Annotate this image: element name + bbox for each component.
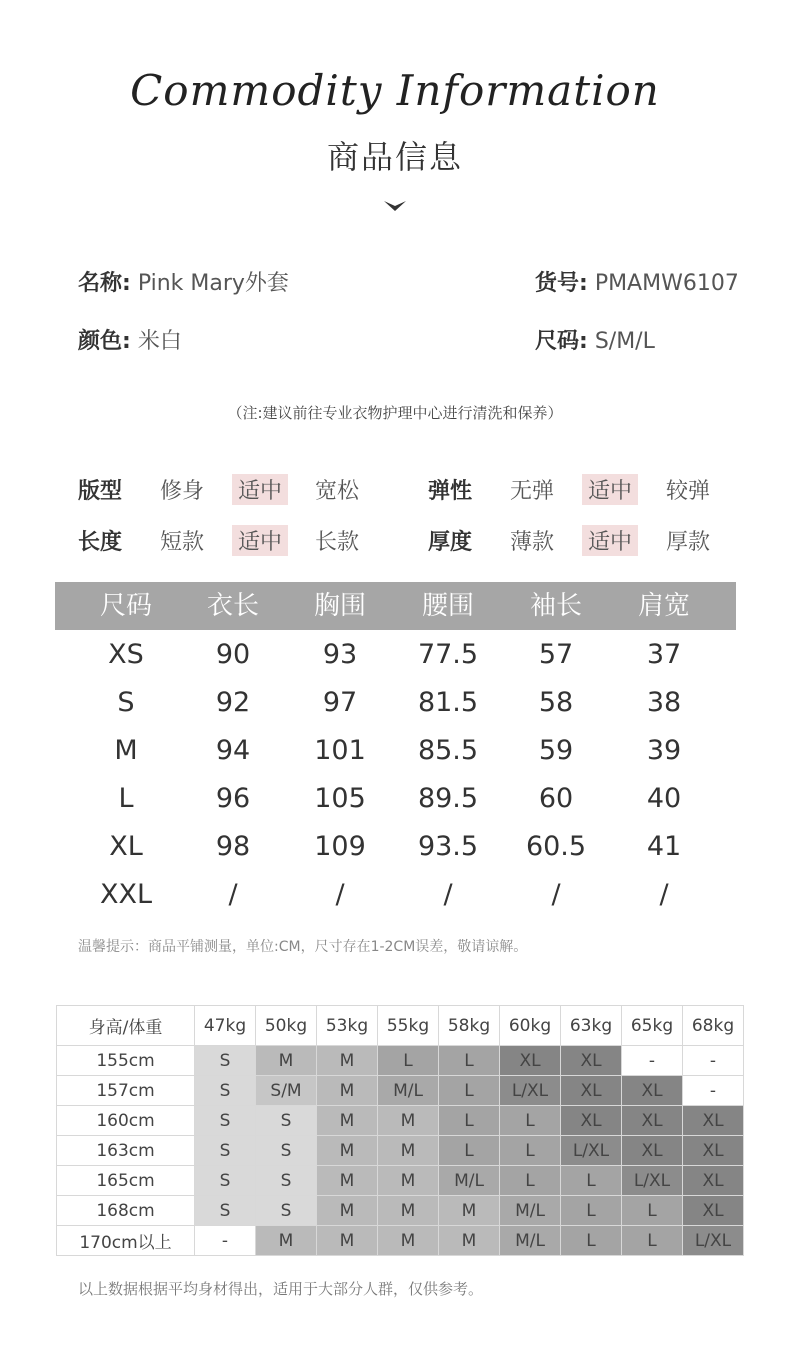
size-recommendation-cell: L bbox=[500, 1106, 561, 1136]
size-recommendation-cell: XL bbox=[683, 1106, 744, 1136]
thickness-option-selected: 适中 bbox=[582, 525, 638, 556]
size-table-cell: 40 bbox=[646, 783, 682, 814]
size-recommendation-cell: M bbox=[378, 1166, 439, 1196]
size-table-cell: 101 bbox=[314, 735, 366, 766]
size-recommendation-cell: L/XL bbox=[622, 1166, 683, 1196]
length-option: 长款 bbox=[315, 530, 360, 555]
weight-table-row bbox=[57, 1166, 744, 1196]
size-label: 尺码: bbox=[535, 329, 588, 354]
size-recommendation-cell: M bbox=[317, 1046, 378, 1076]
size-header-cell: 衣长 bbox=[206, 591, 259, 621]
size-table-row bbox=[55, 823, 736, 871]
size-recommendation-cell: S bbox=[195, 1136, 256, 1166]
weight-table-corner: 身高/体重 bbox=[57, 1006, 195, 1046]
length-option: 短款 bbox=[160, 530, 205, 555]
weight-header-cell: 55kg bbox=[378, 1006, 439, 1046]
size-table-cell: 60.5 bbox=[525, 831, 587, 862]
size-recommendation-cell: - bbox=[622, 1046, 683, 1076]
color-value: 米白 bbox=[137, 329, 182, 354]
size-recommendation-cell: XL bbox=[561, 1106, 622, 1136]
size-table-cell: 90 bbox=[215, 639, 251, 670]
size-recommendation-cell: L bbox=[439, 1076, 500, 1106]
info-size bbox=[535, 324, 655, 355]
size-recommendation-cell: S bbox=[256, 1166, 317, 1196]
size-recommendation-cell: M bbox=[317, 1196, 378, 1226]
size-table-cell: 37 bbox=[646, 639, 682, 670]
size-table-cell: 81.5 bbox=[417, 687, 479, 718]
attr-row-1 bbox=[0, 474, 790, 504]
size-recommendation-cell: L bbox=[561, 1166, 622, 1196]
weight-table-row bbox=[57, 1046, 744, 1076]
height-label-cell: 157cm bbox=[57, 1076, 195, 1106]
size-table-cell: 109 bbox=[314, 831, 366, 862]
size-recommendation-cell: M bbox=[317, 1106, 378, 1136]
size-recommendation-cell: L bbox=[439, 1136, 500, 1166]
size-recommendation-cell: L bbox=[561, 1226, 622, 1256]
size-table-cell: 38 bbox=[646, 687, 682, 718]
size-header-cell: 胸围 bbox=[313, 591, 366, 621]
sku-value: PMAMW6107 bbox=[594, 271, 739, 296]
size-recommendation-cell: S bbox=[195, 1196, 256, 1226]
size-table-cell: 59 bbox=[538, 735, 574, 766]
size-header-cell: 腰围 bbox=[421, 591, 474, 621]
size-recommendation-cell: M/L bbox=[500, 1226, 561, 1256]
height-label-cell: 170cm以上 bbox=[57, 1226, 195, 1256]
length-option-selected: 适中 bbox=[232, 525, 288, 556]
size-table-cell: 96 bbox=[215, 783, 251, 814]
size-recommendation-cell: - bbox=[195, 1226, 256, 1256]
thickness-option: 薄款 bbox=[510, 530, 555, 555]
size-recommendation-cell: L/XL bbox=[500, 1076, 561, 1106]
size-recommendation-cell: M bbox=[317, 1226, 378, 1256]
info-color bbox=[78, 324, 182, 355]
size-table-cell: 85.5 bbox=[417, 735, 479, 766]
size-recommendation-cell: XL bbox=[561, 1076, 622, 1106]
size-recommendation-cell: L bbox=[500, 1136, 561, 1166]
size-recommendation-cell: M bbox=[378, 1106, 439, 1136]
measure-tip: 温馨提示：商品平铺测量，单位:CM，尺寸存在1-2CM误差，敬请谅解。 bbox=[78, 939, 528, 955]
care-note: （注:建议前往专业衣物护理中心进行清洗和保养） bbox=[227, 404, 563, 422]
size-recommendation-cell: XL bbox=[500, 1046, 561, 1076]
fit-option: 宽松 bbox=[315, 479, 360, 504]
weight-header-cell: 47kg bbox=[195, 1006, 256, 1046]
size-table-cell: 97 bbox=[322, 687, 358, 718]
size-recommendation-cell: L bbox=[439, 1106, 500, 1136]
size-table-cell: XXL bbox=[99, 879, 153, 910]
info-name bbox=[78, 266, 289, 297]
size-table-cell: 89.5 bbox=[417, 783, 479, 814]
thickness-label: 厚度 bbox=[428, 530, 473, 555]
elasticity-label: 弹性 bbox=[428, 479, 473, 504]
size-recommendation-cell: XL bbox=[622, 1076, 683, 1106]
weight-table-row bbox=[57, 1196, 744, 1226]
size-table-cell: 92 bbox=[215, 687, 251, 718]
size-recommendation-cell: M bbox=[256, 1226, 317, 1256]
size-table-cell: / bbox=[335, 879, 345, 910]
size-recommendation-cell: M bbox=[439, 1226, 500, 1256]
size-table-row bbox=[55, 871, 736, 919]
size-table-cell: 94 bbox=[215, 735, 251, 766]
size-recommendation-cell: L/XL bbox=[561, 1136, 622, 1166]
size-recommendation-cell: M bbox=[317, 1166, 378, 1196]
height-label-cell: 160cm bbox=[57, 1106, 195, 1136]
size-recommendation-cell: M/L bbox=[378, 1076, 439, 1106]
sku-label: 货号: bbox=[535, 271, 588, 296]
size-table-cell: 60 bbox=[538, 783, 574, 814]
size-recommendation-cell: S bbox=[256, 1196, 317, 1226]
fit-label: 版型 bbox=[78, 479, 123, 504]
size-recommendation-cell: - bbox=[683, 1076, 744, 1106]
size-recommendation-cell: M bbox=[317, 1136, 378, 1166]
size-recommendation-cell: S bbox=[195, 1076, 256, 1106]
weight-header-cell: 53kg bbox=[317, 1006, 378, 1046]
size-recommendation-cell: - bbox=[683, 1046, 744, 1076]
weight-header-cell: 63kg bbox=[561, 1006, 622, 1046]
size-recommendation-cell: XL bbox=[683, 1196, 744, 1226]
size-table-header bbox=[55, 582, 736, 630]
weight-header-cell: 50kg bbox=[256, 1006, 317, 1046]
weight-table-row bbox=[57, 1136, 744, 1166]
size-table-cell: S bbox=[117, 687, 135, 718]
size-recommendation-cell: S/M bbox=[256, 1076, 317, 1106]
chevron-down-icon bbox=[383, 198, 407, 214]
size-table-cell: / bbox=[228, 879, 238, 910]
attr-row-2 bbox=[0, 525, 790, 555]
size-table-row bbox=[55, 631, 736, 679]
size-recommendation-cell: L bbox=[622, 1196, 683, 1226]
size-table-cell: / bbox=[443, 879, 453, 910]
weight-table-header-row bbox=[57, 1006, 744, 1046]
size-recommendation-cell: L bbox=[622, 1226, 683, 1256]
size-table-cell: L bbox=[118, 783, 134, 814]
fit-option-selected: 适中 bbox=[232, 474, 288, 505]
size-table-cell: XL bbox=[109, 831, 143, 862]
size-recommendation-cell: M bbox=[378, 1136, 439, 1166]
size-recommendation-cell: L bbox=[439, 1046, 500, 1076]
weight-table-row bbox=[57, 1106, 744, 1136]
size-table-cell: 77.5 bbox=[417, 639, 479, 670]
size-table-row bbox=[55, 679, 736, 727]
height-weight-table bbox=[56, 1005, 744, 1256]
size-recommendation-cell: XL bbox=[561, 1046, 622, 1076]
size-table-row bbox=[55, 727, 736, 775]
size-recommendation-cell: M bbox=[378, 1196, 439, 1226]
size-header-cell: 尺码 bbox=[99, 591, 152, 621]
height-label-cell: 163cm bbox=[57, 1136, 195, 1166]
size-recommendation-cell: L bbox=[561, 1196, 622, 1226]
elasticity-option: 较弹 bbox=[666, 479, 711, 504]
length-label: 长度 bbox=[78, 530, 123, 555]
elasticity-option-selected: 适中 bbox=[582, 474, 638, 505]
size-recommendation-cell: S bbox=[195, 1166, 256, 1196]
size-table-cell: 39 bbox=[646, 735, 682, 766]
size-recommendation-cell: M bbox=[317, 1076, 378, 1106]
name-label: 名称: bbox=[78, 271, 131, 296]
size-recommendation-cell: M/L bbox=[439, 1166, 500, 1196]
size-table-cell: / bbox=[551, 879, 561, 910]
size-recommendation-cell: L bbox=[378, 1046, 439, 1076]
size-table-cell: M bbox=[114, 735, 138, 766]
weight-header-cell: 60kg bbox=[500, 1006, 561, 1046]
weight-header-cell: 65kg bbox=[622, 1006, 683, 1046]
color-label: 颜色: bbox=[78, 329, 131, 354]
size-table-cell: 93 bbox=[322, 639, 358, 670]
size-recommendation-cell: L/XL bbox=[683, 1226, 744, 1256]
thickness-option: 厚款 bbox=[666, 530, 711, 555]
weight-header-cell: 58kg bbox=[439, 1006, 500, 1046]
size-header-cell: 袖长 bbox=[529, 591, 582, 621]
size-recommendation-cell: XL bbox=[622, 1136, 683, 1166]
size-table-cell: 93.5 bbox=[417, 831, 479, 862]
size-header-cell: 肩宽 bbox=[637, 591, 690, 621]
title-english: Commodity Information bbox=[130, 66, 660, 115]
size-table-cell: 98 bbox=[215, 831, 251, 862]
size-recommendation-cell: XL bbox=[622, 1106, 683, 1136]
height-label-cell: 155cm bbox=[57, 1046, 195, 1076]
size-table-cell: XS bbox=[108, 639, 144, 670]
size-table-cell: 105 bbox=[314, 783, 366, 814]
info-sku bbox=[535, 266, 739, 297]
fit-option: 修身 bbox=[160, 479, 205, 504]
size-recommendation-cell: S bbox=[256, 1136, 317, 1166]
size-recommendation-cell: S bbox=[195, 1046, 256, 1076]
size-table-cell: 58 bbox=[538, 687, 574, 718]
size-recommendation-cell: M bbox=[378, 1226, 439, 1256]
size-recommendation-cell: S bbox=[195, 1106, 256, 1136]
weight-table-row bbox=[57, 1076, 744, 1106]
size-table-cell: / bbox=[659, 879, 669, 910]
weight-table-row bbox=[57, 1226, 744, 1256]
size-recommendation-cell: M bbox=[439, 1196, 500, 1226]
size-recommendation-cell: XL bbox=[683, 1166, 744, 1196]
size-recommendation-cell: XL bbox=[683, 1136, 744, 1166]
weight-header-cell: 68kg bbox=[683, 1006, 744, 1046]
size-recommendation-cell: M bbox=[256, 1046, 317, 1076]
size-value: S/M/L bbox=[594, 329, 655, 354]
size-recommendation-cell: M/L bbox=[500, 1196, 561, 1226]
size-table-cell: 57 bbox=[538, 639, 574, 670]
size-table-row bbox=[55, 775, 736, 823]
name-value: Pink Mary外套 bbox=[137, 271, 289, 296]
footer-note: 以上数据根据平均身材得出，适用于大部分人群，仅供参考。 bbox=[78, 1280, 484, 1298]
size-recommendation-cell: S bbox=[256, 1106, 317, 1136]
elasticity-option: 无弹 bbox=[510, 479, 555, 504]
height-label-cell: 168cm bbox=[57, 1196, 195, 1226]
size-table-cell: 41 bbox=[646, 831, 682, 862]
size-recommendation-cell: L bbox=[500, 1166, 561, 1196]
height-label-cell: 165cm bbox=[57, 1166, 195, 1196]
title-chinese: 商品信息 bbox=[326, 138, 463, 176]
